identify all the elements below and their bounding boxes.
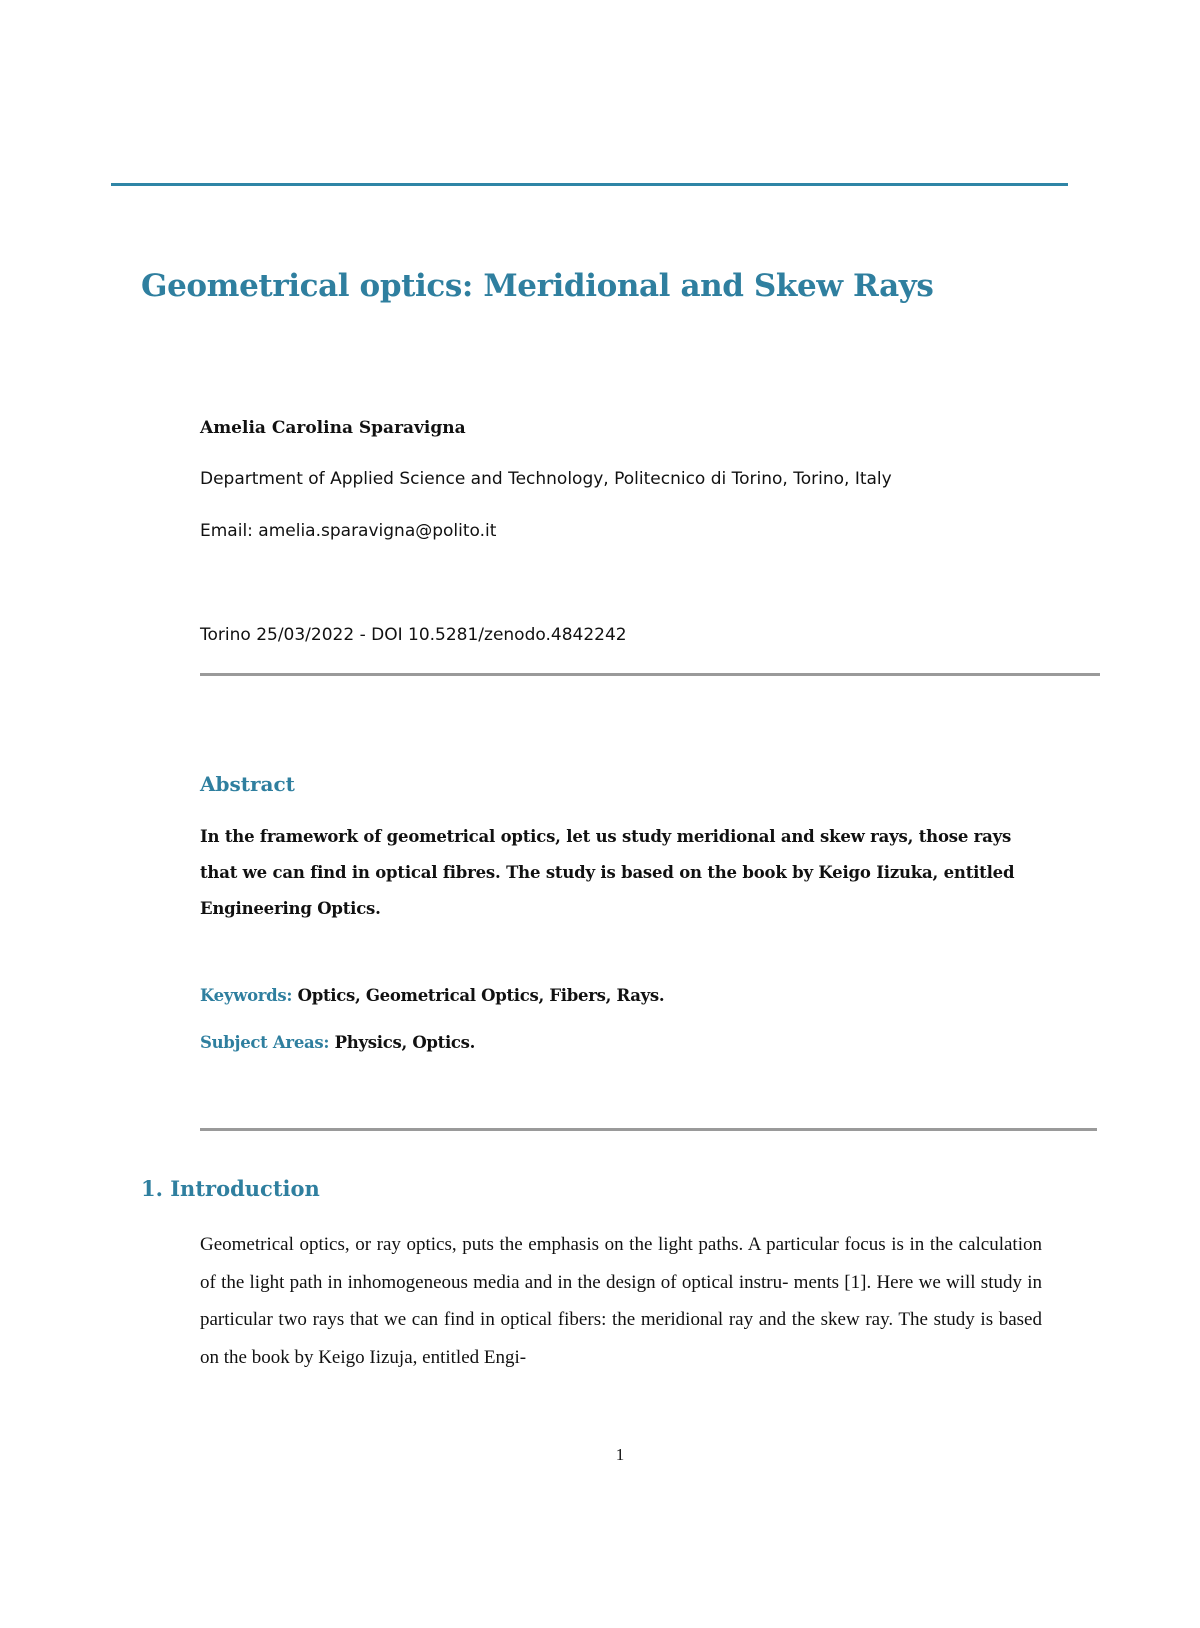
date-doi-line: Torino 25/03/2022 - DOI 10.5281/zenodo.4842242	[200, 625, 627, 645]
separator-rule	[200, 1128, 1097, 1131]
keywords-label: Keywords:	[200, 986, 293, 1005]
author-affiliation: Department of Applied Science and Technology, Politecnico di Torino, Torino, Italy	[200, 469, 892, 489]
separator-rule	[200, 673, 1100, 676]
keywords-value: Optics, Geometrical Optics, Fibers, Rays.	[297, 986, 665, 1005]
section-heading-introduction: 1. Introduction	[141, 1176, 320, 1201]
paper-title: Geometrical optics: Meridional and Skew Rays	[141, 268, 934, 304]
subject-areas-line	[200, 1033, 475, 1052]
abstract-heading: Abstract	[200, 772, 295, 796]
subject-areas-label: Subject Areas:	[200, 1033, 330, 1052]
subject-areas-value: Physics, Optics.	[334, 1033, 476, 1052]
page-number: 1	[615, 1445, 625, 1464]
keywords-line	[200, 986, 664, 1005]
header-rule	[111, 183, 1068, 186]
author-email: Email: amelia.sparavigna@polito.it	[200, 521, 497, 541]
introduction-text: Geometrical optics, or ray optics, puts the emphasis on the light paths. A particular focus is in the calculation of the light path in inhomogeneous media and in the design of optical instru- ments [1]. Here we will study in particular two rays that we can find in optical fibers: the meridional ray and the skew ray. The study is based on the book by Keigo Iizuja, entitled Engi-	[200, 1234, 1042, 1368]
author-name: Amelia Carolina Sparavigna	[200, 418, 466, 438]
abstract-text: In the framework of geometrical optics, let us study meridional and skew rays, those rays that we can find in optical fibres. The study is based on the book by Keigo Iizuka, entitled Engineering Optics.	[200, 827, 1015, 918]
